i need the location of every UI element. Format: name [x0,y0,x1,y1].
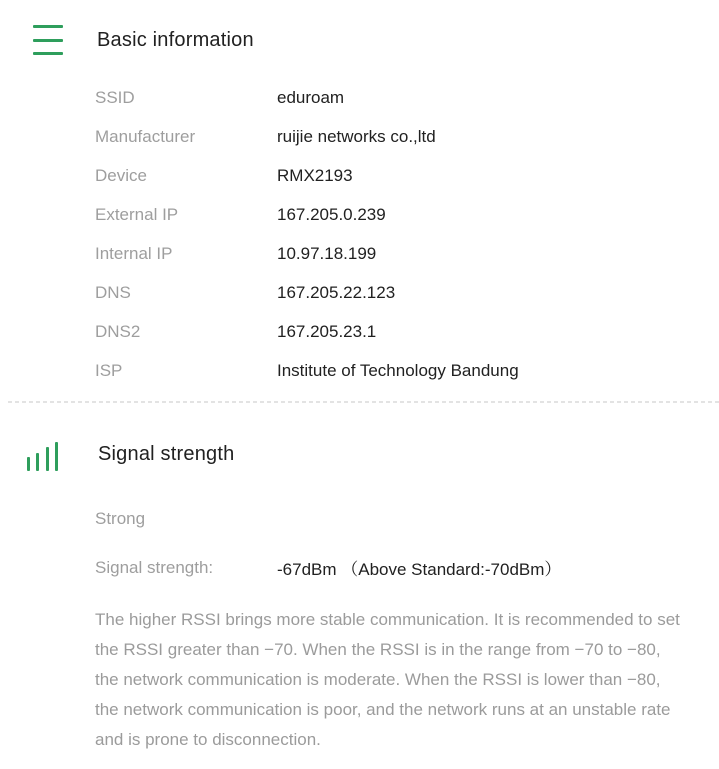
info-row [95,195,695,234]
basic-info-title: Basic information [97,28,254,51]
info-row-value: ruijie networks co.,ltd [277,126,436,146]
info-row [95,117,695,156]
info-row [95,312,695,351]
info-row-value: 167.205.22.123 [277,282,396,302]
info-row-value: 10.97.18.199 [277,243,377,263]
info-row-label: Device [95,165,147,185]
info-row-label: External IP [95,204,179,224]
info-row [95,234,695,273]
signal-bars-icon [27,438,58,471]
info-row-value: 167.205.23.1 [277,321,377,341]
basic-info-header [0,0,719,55]
signal-strength-value: -67dBm （Above Standard:-70dBm） [277,560,562,579]
signal-strength-title: Signal strength [98,443,235,465]
signal-description: The higher RSSI brings more stable communication. It is recommended to set the RSSI greater than −70. When the RSSI is in the range from −70 to −80, the network communication is moderate. When the RSSI is lower than −80, the network communication is poor, and the network runs at an unstable rate and is prone to disconnection. [95,610,680,749]
basic-info-rows [0,78,719,390]
signal-strength-row [0,555,719,580]
info-row-label: Internal IP [95,243,173,263]
signal-strength-section [0,438,719,755]
info-row-label: DNS [95,282,131,302]
info-row [95,273,695,312]
list-icon [33,25,63,55]
info-row-value: 167.205.0.239 [277,204,386,224]
signal-status: Strong [95,509,146,528]
signal-strength-label: Signal strength: [95,557,214,577]
info-row-label: Manufacturer [95,126,196,146]
dashed-divider [8,401,719,403]
info-row-value: Institute of Technology Bandung [277,360,519,380]
info-row [95,351,695,390]
info-row [95,156,695,195]
info-row-label: DNS2 [95,321,141,341]
info-row-value: RMX2193 [277,165,353,185]
info-row-value: eduroam [277,87,345,107]
info-row [95,78,695,117]
info-row-label: SSID [95,87,135,107]
info-row-label: ISP [95,360,123,380]
signal-strength-header [0,438,719,471]
